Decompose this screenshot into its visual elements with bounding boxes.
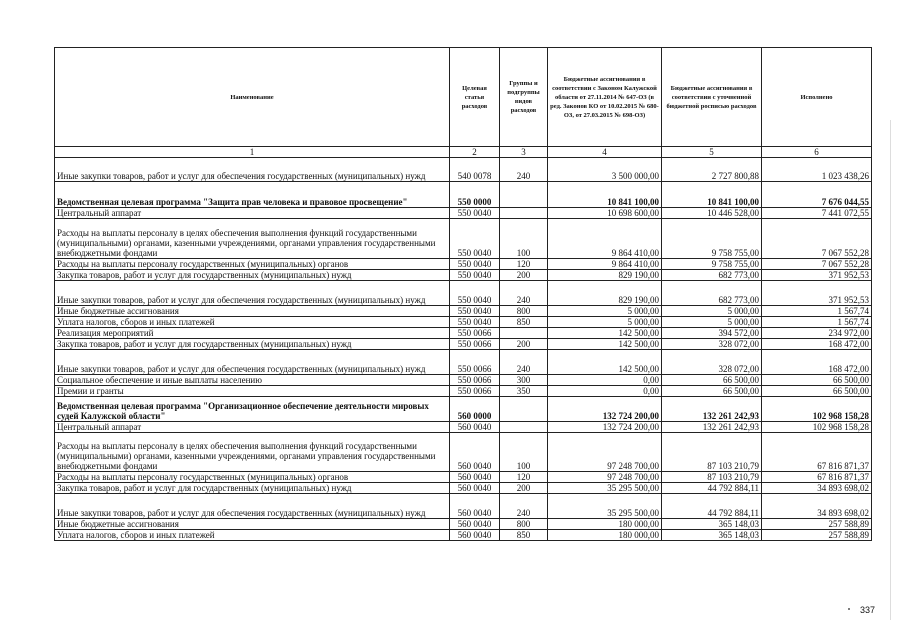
table-row xyxy=(55,386,872,397)
row-name: Иные бюджетные ассигнования xyxy=(55,519,450,530)
budget-table xyxy=(54,47,872,541)
row-code: 550 0066 xyxy=(450,386,500,397)
page-edge-line xyxy=(890,120,891,620)
row-name: Закупка товаров, работ и услуг для государственных (муниципальных) нужд xyxy=(55,339,450,350)
row-group: 200 xyxy=(500,339,548,350)
row-group: 850 xyxy=(500,317,548,328)
column-number: 6 xyxy=(762,147,872,158)
table-row xyxy=(55,208,872,219)
row-approved: 142 500,00 xyxy=(548,339,662,350)
column-number: 2 xyxy=(450,147,500,158)
row-code: 550 0066 xyxy=(450,375,500,386)
header-executed: Исполнено xyxy=(762,48,872,147)
row-group: 350 xyxy=(500,386,548,397)
row-name: Социальное обеспечение и иные выплаты населению xyxy=(55,375,450,386)
row-name: Ведомственная целевая программа "Организационное обеспечение деятельности мировых судей Калужской области" xyxy=(55,397,450,422)
row-executed: 102 968 158,28 xyxy=(762,397,872,422)
table-row xyxy=(55,339,872,350)
row-group: 120 xyxy=(500,472,548,483)
table-row xyxy=(55,483,872,494)
table-row xyxy=(55,422,872,433)
row-name: Уплата налогов, сборов и иных платежей xyxy=(55,317,450,328)
row-approved: 97 248 700,00 xyxy=(548,472,662,483)
row-approved: 3 500 000,00 xyxy=(548,158,662,182)
row-revised: 66 500,00 xyxy=(662,375,762,386)
row-group xyxy=(500,208,548,219)
row-group: 120 xyxy=(500,259,548,270)
row-approved: 35 295 500,00 xyxy=(548,483,662,494)
row-approved: 829 190,00 xyxy=(548,270,662,281)
row-group: 240 xyxy=(500,494,548,519)
header-name: Наименование xyxy=(55,48,450,147)
row-group: 800 xyxy=(500,519,548,530)
row-revised: 5 000,00 xyxy=(662,317,762,328)
row-executed: 7 067 552,28 xyxy=(762,219,872,259)
row-code: 560 0040 xyxy=(450,519,500,530)
header-row xyxy=(55,48,872,147)
row-approved: 35 295 500,00 xyxy=(548,494,662,519)
row-name: Иные закупки товаров, работ и услуг для обеспечения государственных (муниципальных) нужд xyxy=(55,494,450,519)
row-group: 240 xyxy=(500,281,548,306)
row-group: 100 xyxy=(500,433,548,472)
row-revised: 87 103 210,79 xyxy=(662,433,762,472)
row-revised: 328 072,00 xyxy=(662,339,762,350)
table-row xyxy=(55,433,872,472)
row-code: 550 0040 xyxy=(450,281,500,306)
row-approved: 10 698 600,00 xyxy=(548,208,662,219)
row-executed: 234 972,00 xyxy=(762,328,872,339)
row-code: 560 0040 xyxy=(450,433,500,472)
row-revised: 132 261 242,93 xyxy=(662,397,762,422)
row-name: Центральный аппарат xyxy=(55,422,450,433)
table-row xyxy=(55,306,872,317)
row-code: 550 0040 xyxy=(450,259,500,270)
row-group xyxy=(500,422,548,433)
row-revised: 66 500,00 xyxy=(662,386,762,397)
row-revised: 394 572,00 xyxy=(662,328,762,339)
row-executed: 168 472,00 xyxy=(762,339,872,350)
row-revised: 87 103 210,79 xyxy=(662,472,762,483)
row-approved: 9 864 410,00 xyxy=(548,259,662,270)
column-number: 5 xyxy=(662,147,762,158)
row-revised: 10 841 100,00 xyxy=(662,182,762,208)
table-row xyxy=(55,281,872,306)
row-code: 550 0040 xyxy=(450,317,500,328)
row-executed: 371 952,53 xyxy=(762,270,872,281)
row-code: 560 0040 xyxy=(450,422,500,433)
column-numbers-row xyxy=(55,147,872,158)
table-row xyxy=(55,350,872,375)
row-name: Закупка товаров, работ и услуг для государственных (муниципальных) нужд xyxy=(55,270,450,281)
row-name: Премии и гранты xyxy=(55,386,450,397)
row-executed: 1 023 438,26 xyxy=(762,158,872,182)
row-revised: 5 000,00 xyxy=(662,306,762,317)
column-number: 3 xyxy=(500,147,548,158)
row-approved: 10 841 100,00 xyxy=(548,182,662,208)
row-code: 550 0066 xyxy=(450,339,500,350)
column-number: 1 xyxy=(55,147,450,158)
row-revised: 132 261 242,93 xyxy=(662,422,762,433)
row-executed: 257 588,89 xyxy=(762,530,872,541)
row-code: 550 0040 xyxy=(450,270,500,281)
row-group: 200 xyxy=(500,483,548,494)
row-group: 240 xyxy=(500,158,548,182)
header-group: Группы и подгруппы видов расходов xyxy=(500,48,548,147)
row-approved: 0,00 xyxy=(548,375,662,386)
table-row xyxy=(55,158,872,182)
table-row xyxy=(55,472,872,483)
row-name: Центральный аппарат xyxy=(55,208,450,219)
row-executed: 168 472,00 xyxy=(762,350,872,375)
row-executed: 7 441 072,55 xyxy=(762,208,872,219)
row-approved: 180 000,00 xyxy=(548,530,662,541)
row-executed: 34 893 698,02 xyxy=(762,483,872,494)
row-revised: 682 773,00 xyxy=(662,281,762,306)
row-name: Расходы на выплаты персоналу в целях обеспечения выполнения функций государственными (муниципальными) органами, казенными учреждениями, органами управления государственными внебюджетными фондами xyxy=(55,219,450,259)
row-executed: 371 952,53 xyxy=(762,281,872,306)
row-name: Расходы на выплаты персоналу государственных (муниципальных) органов xyxy=(55,472,450,483)
row-approved: 97 248 700,00 xyxy=(548,433,662,472)
table-body xyxy=(55,158,872,541)
table-row xyxy=(55,328,872,339)
row-name: Расходы на выплаты персоналу государственных (муниципальных) органов xyxy=(55,259,450,270)
row-code: 560 0040 xyxy=(450,494,500,519)
row-code: 560 0000 xyxy=(450,397,500,422)
row-executed: 1 567,74 xyxy=(762,317,872,328)
row-approved: 180 000,00 xyxy=(548,519,662,530)
table-row xyxy=(55,270,872,281)
row-approved: 142 500,00 xyxy=(548,328,662,339)
row-name: Реализация мероприятий xyxy=(55,328,450,339)
row-approved: 5 000,00 xyxy=(548,317,662,328)
row-name: Уплата налогов, сборов и иных платежей xyxy=(55,530,450,541)
row-approved: 9 864 410,00 xyxy=(548,219,662,259)
row-code: 560 0040 xyxy=(450,472,500,483)
row-group: 850 xyxy=(500,530,548,541)
table-row xyxy=(55,494,872,519)
page-number: 337 xyxy=(860,605,876,615)
row-code: 560 0040 xyxy=(450,483,500,494)
row-executed: 34 893 698,02 xyxy=(762,494,872,519)
row-revised: 10 446 528,00 xyxy=(662,208,762,219)
row-name: Ведомственная целевая программа "Защита прав человека и правовое просвещение" xyxy=(55,182,450,208)
row-revised: 2 727 800,88 xyxy=(662,158,762,182)
row-approved: 142 500,00 xyxy=(548,350,662,375)
header-code: Целевая статья расходов xyxy=(450,48,500,147)
row-executed: 67 816 871,37 xyxy=(762,472,872,483)
row-name: Иные закупки товаров, работ и услуг для обеспечения государственных (муниципальных) нужд xyxy=(55,158,450,182)
row-name: Иные бюджетные ассигнования xyxy=(55,306,450,317)
table-row xyxy=(55,375,872,386)
table-row xyxy=(55,519,872,530)
table-row xyxy=(55,182,872,208)
row-approved: 132 724 200,00 xyxy=(548,422,662,433)
row-group: 240 xyxy=(500,350,548,375)
row-approved: 132 724 200,00 xyxy=(548,397,662,422)
table-row xyxy=(55,219,872,259)
row-group xyxy=(500,182,548,208)
row-executed: 1 567,74 xyxy=(762,306,872,317)
row-code: 550 0040 xyxy=(450,306,500,317)
row-revised: 682 773,00 xyxy=(662,270,762,281)
row-name: Иные закупки товаров, работ и услуг для обеспечения государственных (муниципальных) нужд xyxy=(55,350,450,375)
header-approved: Бюджетные ассигнования в соответствии с Законом Калужской области от 27.11.2014 № 647-ОЗ (в ред. Законов КО от 10.02.2015 № 680-ОЗ, от 27.03.2015 № 698-ОЗ) xyxy=(548,48,662,147)
row-code: 550 0066 xyxy=(450,350,500,375)
table-row xyxy=(55,259,872,270)
row-group: 100 xyxy=(500,219,548,259)
row-revised: 44 792 884,11 xyxy=(662,483,762,494)
row-code: 560 0040 xyxy=(450,530,500,541)
table-row xyxy=(55,317,872,328)
scan-mark xyxy=(848,608,850,610)
row-name: Расходы на выплаты персоналу в целях обеспечения выполнения функций государственными (муниципальными) органами, казенными учреждениями, органами управления государственными внебюджетными фондами xyxy=(55,433,450,472)
row-executed: 66 500,00 xyxy=(762,386,872,397)
row-code: 550 0066 xyxy=(450,328,500,339)
row-executed: 66 500,00 xyxy=(762,375,872,386)
row-group xyxy=(500,397,548,422)
row-revised: 9 758 755,00 xyxy=(662,219,762,259)
row-executed: 7 676 044,55 xyxy=(762,182,872,208)
row-revised: 365 148,03 xyxy=(662,530,762,541)
column-number: 4 xyxy=(548,147,662,158)
row-executed: 67 816 871,37 xyxy=(762,433,872,472)
row-approved: 0,00 xyxy=(548,386,662,397)
row-revised: 44 792 884,11 xyxy=(662,494,762,519)
row-revised: 328 072,00 xyxy=(662,350,762,375)
row-revised: 365 148,03 xyxy=(662,519,762,530)
row-name: Иные закупки товаров, работ и услуг для обеспечения государственных (муниципальных) нужд xyxy=(55,281,450,306)
table-row xyxy=(55,530,872,541)
row-executed: 7 067 552,28 xyxy=(762,259,872,270)
row-executed: 257 588,89 xyxy=(762,519,872,530)
row-group xyxy=(500,328,548,339)
row-group: 300 xyxy=(500,375,548,386)
row-group: 200 xyxy=(500,270,548,281)
row-name: Закупка товаров, работ и услуг для государственных (муниципальных) нужд xyxy=(55,483,450,494)
header-revised: Бюджетные ассигнования в соответствии с уточненной бюджетной росписью расходов xyxy=(662,48,762,147)
row-approved: 829 190,00 xyxy=(548,281,662,306)
row-code: 540 0078 xyxy=(450,158,500,182)
row-code: 550 0000 xyxy=(450,182,500,208)
row-revised: 9 758 755,00 xyxy=(662,259,762,270)
table-row xyxy=(55,397,872,422)
row-code: 550 0040 xyxy=(450,219,500,259)
row-code: 550 0040 xyxy=(450,208,500,219)
row-approved: 5 000,00 xyxy=(548,306,662,317)
row-executed: 102 968 158,28 xyxy=(762,422,872,433)
row-group: 800 xyxy=(500,306,548,317)
